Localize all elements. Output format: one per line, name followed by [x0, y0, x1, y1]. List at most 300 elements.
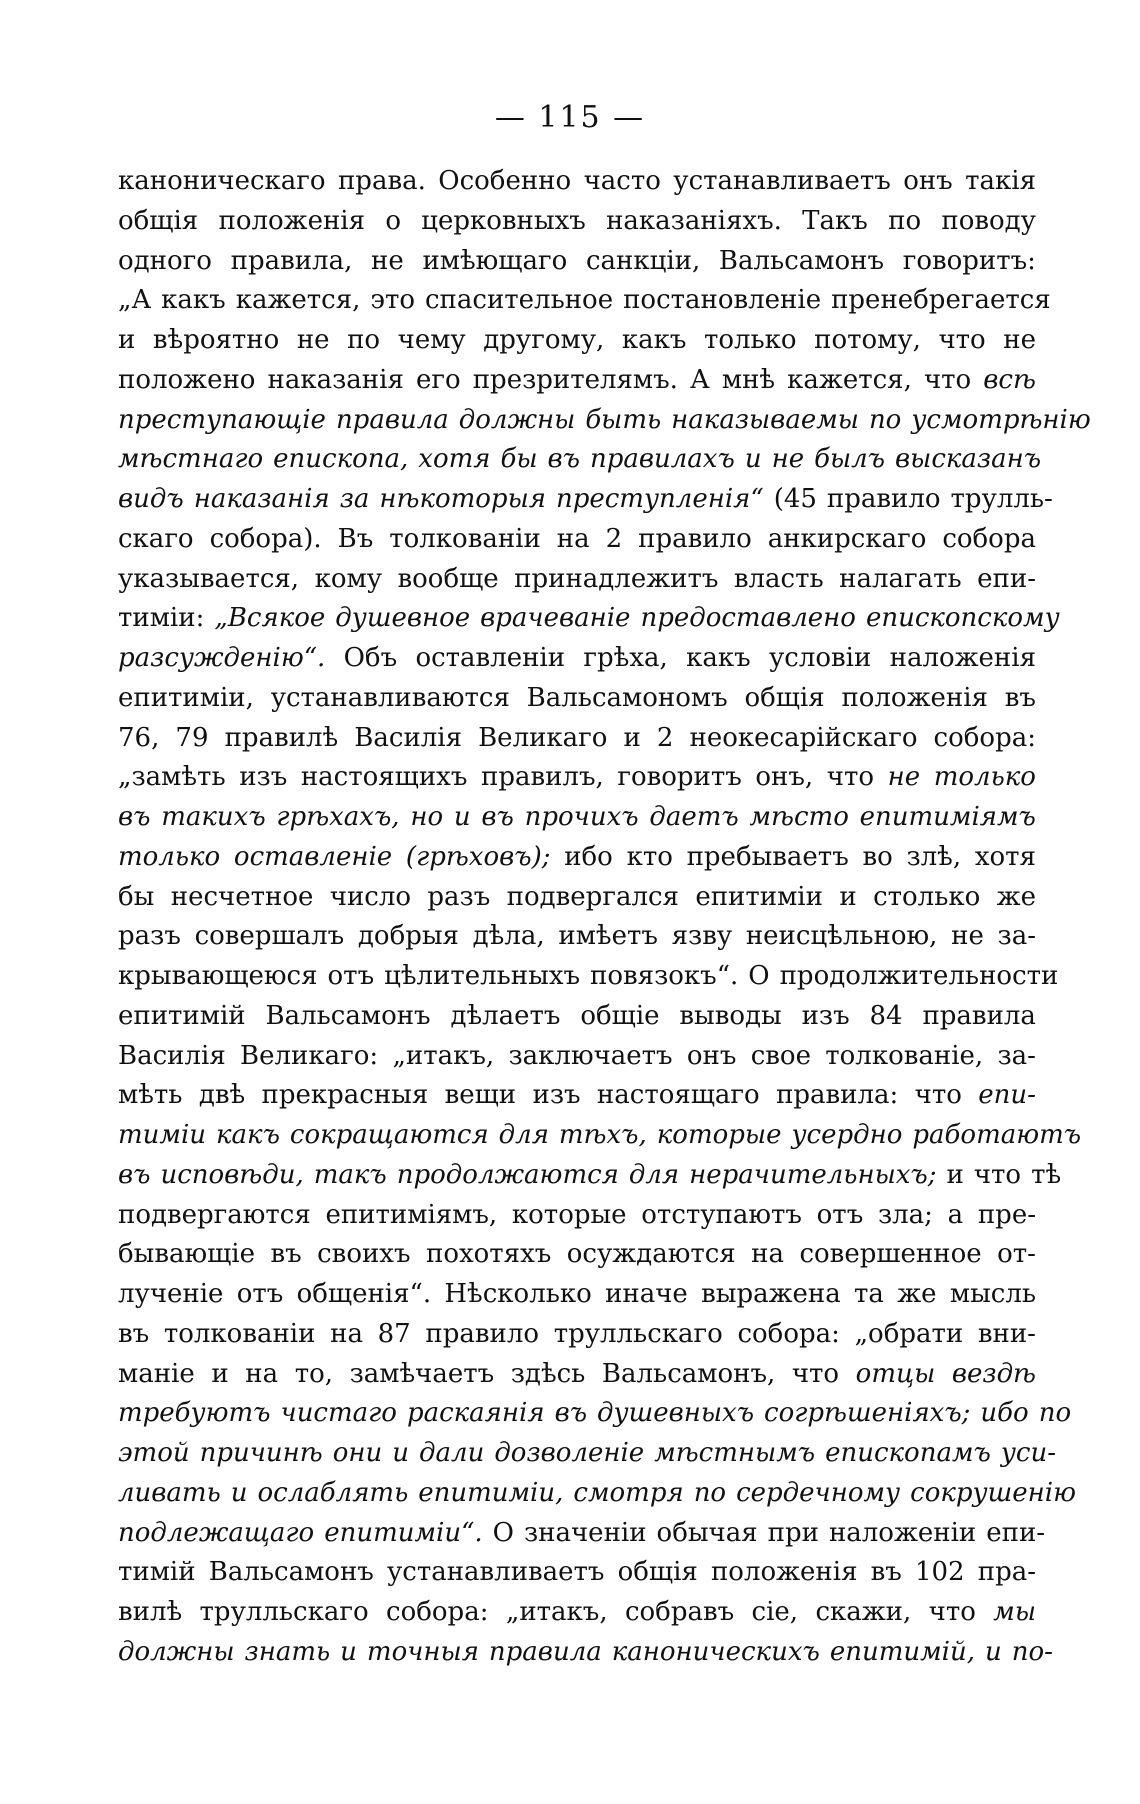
word: епи- — [977, 563, 1036, 594]
word: столько — [873, 881, 981, 912]
word: вѣроятно — [152, 325, 280, 355]
word: а — [947, 1199, 964, 1230]
word: прочихъ — [524, 802, 639, 832]
word: преступающіе — [118, 404, 326, 435]
text-line — [118, 361, 1036, 401]
word: по — [888, 205, 922, 236]
word: дѣла, — [472, 921, 545, 952]
word: требуютъ — [118, 1398, 271, 1429]
word: (грѣховъ); — [405, 841, 551, 872]
word: О — [748, 961, 770, 991]
word: изъ — [532, 1080, 581, 1111]
word: имѣетъ — [558, 921, 658, 952]
word: та — [854, 1279, 884, 1309]
word: совершенное — [799, 1239, 982, 1270]
word: точныя — [366, 1636, 479, 1667]
word: положенія — [710, 1557, 858, 1588]
word: вни- — [977, 1318, 1036, 1349]
word: подвергаются — [118, 1199, 311, 1230]
word: цѣлительныхъ — [384, 961, 581, 991]
word: епископскому — [865, 603, 1060, 634]
word: тиміи: — [118, 603, 205, 634]
word: наказаніяхъ. — [606, 205, 782, 236]
text-line — [118, 1593, 1036, 1633]
word: отъ — [327, 961, 375, 991]
word: несчетное — [170, 881, 314, 912]
word: грѣхахъ, — [276, 802, 400, 832]
word: наказанія — [193, 484, 330, 514]
word: какъ — [216, 1120, 280, 1150]
word: вещи — [444, 1080, 517, 1111]
word: нерачительныхъ; — [689, 1159, 937, 1190]
word: епи- — [986, 1517, 1046, 1548]
word: другому, — [483, 325, 605, 355]
word: толкованіе, — [825, 1040, 984, 1071]
word: не — [771, 444, 805, 475]
word: и — [211, 1358, 229, 1389]
word: Объ — [343, 643, 398, 673]
text-line — [118, 1037, 1036, 1077]
text-line — [118, 202, 1036, 242]
word: продолжительности — [779, 961, 1059, 991]
word: ибо — [564, 841, 613, 872]
word: епитимій, — [829, 1636, 975, 1667]
word: кому — [314, 563, 382, 594]
word: даетъ — [649, 802, 739, 832]
word: и — [118, 325, 136, 355]
word: правила — [922, 1000, 1036, 1031]
word: что — [938, 325, 986, 355]
word: сокрушенію — [910, 1477, 1076, 1508]
word: на — [556, 523, 590, 554]
word: трулльскаго — [553, 1318, 723, 1349]
word: въ — [481, 802, 514, 832]
text-line — [118, 1235, 1036, 1275]
word: что — [826, 762, 875, 793]
word: по — [347, 325, 381, 355]
word: тиміи — [118, 1120, 207, 1150]
word: что — [923, 364, 972, 395]
word: усмотрѣнію — [911, 404, 1091, 435]
word: правила — [488, 1636, 602, 1667]
word: врачеваніе — [480, 603, 631, 634]
page-number: — 115 — — [494, 100, 646, 135]
word: и — [946, 1159, 964, 1190]
word: Василія — [354, 722, 463, 753]
word: его — [415, 364, 461, 395]
word: кажется, — [235, 285, 361, 316]
word: раскаянія — [406, 1398, 545, 1429]
word: за- — [997, 1040, 1036, 1071]
word: епитиміямъ, — [325, 1199, 498, 1230]
text-line — [118, 719, 1036, 759]
word: которые — [511, 1199, 627, 1230]
word: въ — [118, 802, 151, 832]
word: знать — [244, 1636, 331, 1667]
word: въ — [547, 444, 580, 475]
word: въ — [270, 1239, 302, 1270]
word: спасительное — [425, 285, 614, 316]
word: Вальсамонъ — [265, 1000, 431, 1031]
word: какъ — [161, 285, 226, 316]
word: 87 — [377, 1318, 411, 1349]
word: разъ — [118, 921, 181, 952]
word: правило — [638, 523, 752, 554]
word: работаютъ — [912, 1120, 1082, 1150]
word: поводу — [941, 205, 1036, 236]
word: и — [985, 1636, 1002, 1667]
body-text — [118, 162, 1091, 1673]
word: положенія — [218, 205, 366, 236]
word: О — [492, 1517, 514, 1548]
word: трулль- — [950, 484, 1053, 514]
word: чему — [397, 325, 466, 355]
word: прекрасныя — [261, 1080, 429, 1111]
word: бывающіе — [118, 1239, 255, 1270]
word: мѣть — [118, 1080, 183, 1111]
word: мысль — [949, 1279, 1036, 1309]
word: же — [897, 1279, 937, 1309]
word: ливать — [118, 1477, 221, 1508]
word: бы — [500, 444, 538, 475]
text-line — [118, 957, 1059, 997]
word: сердечному — [736, 1477, 901, 1508]
word: и — [340, 1636, 357, 1667]
text-line — [118, 599, 1060, 639]
word: собора: — [933, 722, 1036, 753]
word: согрѣшеніяхъ; — [764, 1398, 971, 1429]
word: положенія — [841, 682, 988, 713]
word: скаго — [118, 523, 194, 554]
word: чистаго — [280, 1398, 397, 1429]
word: епитиміи — [695, 881, 823, 912]
word: по — [1038, 1398, 1072, 1429]
word: и — [230, 1477, 248, 1508]
word: хотя — [974, 841, 1036, 872]
word: каноническихъ — [611, 1636, 820, 1667]
word: толкованіи — [163, 1318, 316, 1349]
word: кто — [626, 841, 673, 872]
word: пра- — [977, 1557, 1036, 1588]
word: ибо — [980, 1398, 1029, 1429]
word: не — [296, 325, 330, 355]
word: иначе — [605, 1279, 688, 1309]
word: „итакъ, — [392, 1040, 495, 1071]
word: разсужденію“. — [118, 643, 326, 673]
word: не — [371, 245, 404, 276]
word: отступаютъ — [641, 1199, 802, 1230]
word: нѣкоторыя — [379, 484, 546, 514]
word: онъ — [686, 1040, 737, 1071]
word: какъ — [621, 325, 687, 355]
word: за- — [997, 921, 1036, 952]
word: которые — [656, 1120, 782, 1150]
word: отъ — [236, 1279, 284, 1309]
text-line — [118, 1156, 1062, 1196]
word: по- — [1011, 1636, 1053, 1667]
word: тимій — [118, 1557, 196, 1588]
word: не — [887, 762, 921, 793]
word: по — [693, 1477, 727, 1508]
word: же — [996, 881, 1036, 912]
word: общенія“. — [296, 1279, 432, 1309]
word: должны — [118, 1636, 235, 1667]
word: подвергался — [506, 881, 679, 912]
word: бы — [118, 881, 155, 912]
word: мы — [993, 1597, 1036, 1627]
word: права. — [337, 166, 426, 196]
word: это — [370, 285, 415, 316]
word: наказываемы — [671, 404, 859, 435]
word: выводы — [679, 1000, 782, 1031]
word: усердно — [791, 1120, 903, 1150]
word: для — [628, 1159, 680, 1190]
word: что — [973, 1159, 1022, 1190]
word: осуждаются — [566, 1239, 736, 1270]
word: заключаетъ — [508, 1040, 673, 1071]
word: налагать — [839, 563, 962, 594]
word: въ — [1004, 682, 1036, 713]
text-line — [118, 1474, 1076, 1514]
word: говоритъ — [617, 762, 742, 793]
text-line — [118, 480, 1053, 520]
word: трулльскаго — [199, 1597, 369, 1627]
word: собора — [942, 523, 1036, 554]
text-line — [118, 1553, 1036, 1593]
word: онъ — [903, 166, 953, 196]
word: преступленія“ — [555, 484, 764, 514]
word: епископа, — [273, 444, 409, 475]
word: епитиміи, — [418, 1477, 564, 1508]
word: для — [498, 1120, 549, 1150]
word: но — [410, 802, 444, 832]
word: душевное — [335, 603, 471, 634]
word: 2 — [656, 722, 674, 753]
word: кажется, — [787, 364, 912, 395]
word: выражена — [701, 1279, 841, 1309]
word: совершалъ — [194, 921, 345, 952]
word: сіе, — [751, 1597, 799, 1627]
word: от- — [997, 1239, 1036, 1270]
word: исповѣди, — [160, 1159, 304, 1190]
word: правила — [335, 404, 449, 435]
word: и — [744, 444, 762, 475]
word: епитиміи, — [118, 682, 254, 713]
text-line — [118, 1514, 1046, 1554]
word: „итакъ, — [505, 1597, 608, 1627]
word: Великаго — [478, 722, 608, 753]
word: быть — [585, 404, 662, 435]
word: ослаблять — [257, 1477, 409, 1508]
text-line — [118, 520, 1036, 560]
word: зла; — [877, 1199, 933, 1230]
word: только — [703, 325, 797, 355]
word: двѣ — [198, 1080, 246, 1111]
word: высказанъ — [895, 444, 1042, 475]
word: то, — [294, 1358, 333, 1389]
word: вообще — [397, 563, 499, 594]
word: не — [1003, 325, 1036, 355]
text-line — [118, 1196, 1036, 1236]
word: маніе — [118, 1358, 195, 1389]
text-line — [118, 560, 1036, 600]
word: Такъ — [802, 205, 868, 236]
text-line — [118, 997, 1036, 1037]
word: „Всякое — [214, 603, 326, 634]
word: на — [330, 1318, 363, 1349]
text-line — [118, 401, 1091, 441]
word: за — [339, 484, 370, 514]
word: потому, — [814, 325, 921, 355]
word: Великаго: — [240, 1040, 379, 1071]
word: оставленіи — [415, 643, 566, 673]
word: по — [868, 404, 902, 435]
text-line — [118, 1076, 1036, 1116]
word: хотя — [418, 444, 491, 475]
text-line — [118, 838, 1036, 878]
word: видъ — [118, 484, 184, 514]
text-line — [118, 1633, 1053, 1673]
word: правило — [425, 1318, 540, 1349]
word: говоритъ: — [902, 245, 1036, 276]
word: наложеніи — [828, 1517, 977, 1548]
word: власть — [733, 563, 824, 594]
word: продолжаются — [396, 1159, 619, 1190]
word: во — [862, 841, 893, 872]
word: лученіе — [118, 1279, 224, 1309]
text-line — [118, 1355, 1036, 1395]
word: епитиміи“. — [324, 1517, 483, 1548]
word: грѣха, — [583, 643, 668, 673]
word: на — [245, 1358, 279, 1389]
word: должны — [458, 404, 576, 435]
word: что — [914, 1080, 962, 1111]
word: уси- — [1000, 1438, 1057, 1468]
word: наказанія — [267, 364, 404, 395]
word: „А — [118, 285, 152, 316]
word: при — [767, 1517, 819, 1548]
word: общія — [617, 1557, 698, 1588]
word: причинѣ — [199, 1438, 323, 1468]
word: „обрати — [854, 1318, 964, 1349]
text-line — [118, 281, 1051, 321]
word: имѣющаго — [422, 245, 568, 276]
word: собора: — [386, 1597, 489, 1627]
word: дѣлаетъ — [450, 1000, 561, 1031]
word: Вальсамонъ, — [601, 1358, 776, 1389]
word: Вальсамонъ — [718, 245, 885, 276]
word: неисцѣльною, — [745, 921, 938, 952]
word: предоставлено — [640, 603, 856, 634]
text-line — [118, 440, 1042, 480]
word: здѣсь — [510, 1358, 586, 1389]
text-line — [118, 679, 1036, 719]
word: число — [329, 881, 411, 912]
word: мѣстнымъ — [654, 1438, 816, 1468]
text-line — [118, 1116, 1082, 1156]
word: такія — [965, 166, 1036, 196]
word: и — [392, 1438, 410, 1468]
word: былъ — [814, 444, 886, 475]
word: дозволеніе — [494, 1438, 645, 1468]
word: общія — [744, 682, 825, 713]
word: Вальсамономъ — [526, 682, 728, 713]
word: сокращаются — [289, 1120, 489, 1150]
word: онъ, — [755, 762, 814, 793]
word: 76, — [118, 722, 160, 753]
word: этой — [118, 1438, 190, 1468]
text-line — [118, 321, 1036, 361]
word: постановленіе — [623, 285, 822, 316]
word: такъ — [313, 1159, 387, 1190]
word: дали — [419, 1438, 485, 1468]
text-line — [118, 1275, 1036, 1315]
word: и — [839, 881, 857, 912]
word: смотря — [573, 1477, 684, 1508]
word: оставленіе — [233, 841, 393, 872]
word: подлежащаго — [118, 1517, 315, 1548]
word: о — [385, 205, 401, 236]
word: Особенно — [438, 166, 572, 196]
word: 84 — [869, 1000, 903, 1031]
word: мнѣ — [721, 364, 776, 395]
word: такихъ — [161, 802, 266, 832]
word: мѣсто — [749, 802, 849, 832]
word: скажи, — [815, 1597, 912, 1627]
text-line — [118, 917, 1036, 957]
word: разъ — [427, 881, 491, 912]
word: на — [751, 1239, 784, 1270]
text-line — [118, 798, 1036, 838]
word: собравъ — [624, 1597, 735, 1627]
word: правилахъ — [589, 444, 735, 475]
word: только — [933, 762, 1036, 793]
word: правила, — [230, 245, 353, 276]
word: устанавливаются — [270, 682, 510, 713]
word: „замѣть — [118, 762, 226, 793]
word: вилѣ — [118, 1597, 183, 1627]
text-line — [118, 162, 1036, 202]
text-line — [118, 1434, 1057, 1474]
word: замѣчаетъ — [349, 1358, 495, 1389]
word: епископамъ — [825, 1438, 991, 1468]
word: указывается, — [118, 563, 300, 594]
word: Вальсамонъ — [208, 1557, 374, 1588]
word: что — [928, 1597, 976, 1627]
word: вездѣ — [951, 1358, 1036, 1389]
word: устанавливаетъ — [673, 166, 891, 196]
text-line — [118, 1394, 1072, 1434]
word: изъ — [239, 762, 288, 793]
word: церковныхъ — [421, 205, 586, 236]
text-line — [118, 639, 1036, 679]
word: каноническаго — [118, 166, 326, 196]
word: анкирскаго — [767, 523, 927, 554]
word: въ — [870, 1557, 902, 1588]
word: пре- — [977, 1199, 1036, 1230]
word: часто — [583, 166, 661, 196]
word: отцы — [855, 1358, 936, 1389]
word: злѣ, — [906, 841, 962, 872]
word: неокесарійскаго — [689, 722, 918, 753]
word: толкованіи — [389, 523, 541, 554]
word: одного — [118, 245, 212, 276]
word: Василія — [118, 1040, 226, 1071]
word: и — [453, 802, 471, 832]
word: положено — [118, 364, 256, 395]
word: 102 — [914, 1557, 965, 1588]
word: Въ — [337, 523, 374, 554]
